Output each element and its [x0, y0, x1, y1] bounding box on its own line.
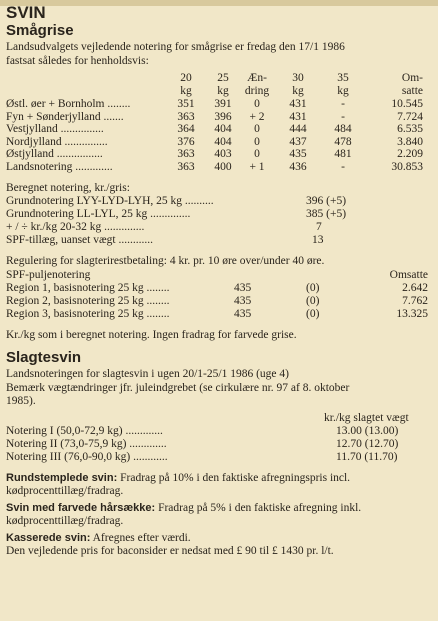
rundstemplede-line-2: kødprocenttillæg/fradrag. [6, 485, 124, 498]
region-change: (0) [306, 281, 320, 294]
cell-35kg: - [341, 98, 345, 110]
notering-label: Notering II (73,0-75,9 kg) ............. [6, 437, 167, 450]
notering-value: 13.00 (13.00) [336, 424, 399, 437]
region-omsatte: 2.642 [402, 281, 428, 294]
cell-25kg: 396 [214, 110, 232, 123]
cell-20kg: 363 [177, 160, 195, 173]
cell-25kg: 391 [214, 98, 232, 110]
smagrise-table [6, 72, 430, 174]
notering-header-row [6, 412, 430, 425]
cell-omsatte: 6.535 [397, 123, 423, 136]
region-omsatte: 13.325 [396, 307, 428, 320]
notering-row [6, 438, 430, 451]
slagtesvin-line-2: Bemærk vægtændringer jfr. juleindgrebet (se cirkulære nr. 97 af 8. oktober [6, 381, 350, 394]
cell-omsatte: 3.840 [397, 135, 423, 148]
region-price: 435 [234, 294, 252, 307]
cell-20kg: 364 [177, 123, 195, 136]
spf-header-row [6, 269, 430, 282]
region-label: Region 1, basisnotering 25 kg ........ [6, 281, 170, 294]
table-row [6, 136, 430, 149]
beregnet-label: + / ÷ kr./kg 20-32 kg .............. [6, 221, 145, 234]
farvede-grise-note: Kr./kg som i beregnet notering. Ingen fradrag for farvede grise. [6, 328, 297, 341]
region-change: (0) [306, 307, 320, 320]
beregnet-value: 385 (+5) [306, 208, 347, 221]
cell-25kg: 404 [214, 135, 232, 148]
cell-30kg: 444 [289, 123, 307, 136]
region-omsatte: 7.762 [402, 294, 428, 307]
cell-20kg: 363 [177, 148, 195, 161]
beregnet-label: SPF-tillæg, uanset vægt ............ [6, 234, 153, 247]
table-row [6, 111, 430, 124]
region-price: 435 [234, 307, 252, 320]
region-row [6, 282, 430, 295]
cell-25kg: 403 [214, 148, 232, 161]
row-name: Vestjylland ............... [6, 123, 104, 136]
kasserede-para [6, 532, 430, 546]
cell-aendring: + 2 [249, 110, 265, 123]
cell-omsatte: 30.853 [391, 160, 423, 173]
cell-30kg: 437 [289, 135, 307, 148]
beregnet-row [6, 221, 430, 234]
table-row [6, 148, 430, 161]
header-20kg: 20 kg [180, 72, 192, 97]
cell-20kg: 351 [177, 98, 195, 110]
cell-25kg: 404 [214, 123, 232, 136]
region-change: (0) [306, 294, 320, 307]
cell-30kg: 431 [289, 110, 307, 123]
kasserede-text: Afregnes efter værdi. [90, 531, 191, 544]
kasserede-label: Kasserede svin: [6, 531, 91, 544]
regulering-text: Regulering for slagterirestbetaling: 4 kr. pr. 10 øre over/under 40 øre. [6, 255, 325, 268]
farvede-para [6, 502, 430, 516]
region-price: 435 [234, 281, 252, 294]
beregnet-row [6, 208, 430, 221]
cell-omsatte: 7.724 [397, 110, 423, 123]
beregnet-value: 7 [316, 221, 322, 234]
header-aendring: Æn- dring [244, 72, 270, 97]
article-body [6, 4, 430, 559]
region-label: Region 2, basisnotering 25 kg ........ [6, 294, 170, 307]
slagtesvin-line-3: 1985). [6, 395, 36, 408]
notering-row [6, 451, 430, 464]
notering-label: Notering I (50,0-72,9 kg) ............. [6, 424, 163, 437]
spf-omsatte-header: Omsatte [389, 268, 428, 281]
cell-20kg: 376 [177, 135, 195, 148]
header-35kg: 35 kg [337, 72, 349, 97]
section-title-svin: SVIN [6, 3, 46, 22]
row-name: Østl. øer + Bornholm ........ [6, 98, 131, 110]
cell-30kg: 436 [289, 160, 307, 173]
row-name: Nordjylland ............... [6, 135, 108, 148]
cell-35kg: - [341, 110, 345, 123]
cell-aendring: + 1 [249, 160, 265, 173]
farvede-label: Svin med farvede hårsække: [6, 501, 156, 514]
cell-35kg: 484 [334, 123, 352, 136]
notering-label: Notering III (76,0-90,0 kg) ............ [6, 450, 168, 463]
cell-30kg: 435 [289, 148, 307, 161]
cell-25kg: 400 [214, 160, 232, 173]
notering-col-header: kr./kg slagtet vægt [324, 411, 409, 424]
cell-20kg: 363 [177, 110, 195, 123]
beregnet-row [6, 234, 430, 247]
region-row [6, 308, 430, 321]
subtitle-smagrise: Smågrise [6, 22, 74, 39]
rundstemplede-para [6, 472, 430, 486]
cell-35kg: 481 [334, 148, 352, 161]
notering-row [6, 425, 430, 438]
beregnet-title: Beregnet notering, kr./gris: [6, 181, 130, 194]
beregnet-value: 396 (+5) [306, 195, 347, 208]
row-name: Fyn + Sønderjylland ....... [6, 110, 124, 123]
cell-aendring: 0 [254, 98, 260, 110]
beregnet-label: Grundnotering LL-LYL, 25 kg .............. [6, 208, 191, 221]
beregnet-row [6, 195, 430, 208]
beregnet-value: 13 [312, 234, 324, 247]
cell-omsatte: 10.545 [391, 98, 423, 110]
rundstemplede-label: Rundstemplede svin: [6, 471, 118, 484]
cell-aendring: 0 [254, 123, 260, 136]
farvede-text: Fradrag på 5% i den faktiske afregning inkl. [155, 501, 362, 514]
notering-value: 12.70 (12.70) [336, 437, 399, 450]
farvede-line-2: kødprocenttillæg/fradrag. [6, 515, 124, 528]
row-name: Østjylland ................ [6, 148, 103, 161]
cell-35kg: - [341, 160, 345, 173]
cell-omsatte: 2.209 [397, 148, 423, 161]
header-omsatte: Om- satte [401, 72, 423, 97]
slagtesvin-line-1: Landsnoteringen for slagtesvin i ugen 20/1-25/1 1986 (uge 4) [6, 368, 289, 381]
cell-35kg: 478 [334, 135, 352, 148]
table-header [6, 72, 430, 98]
region-row [6, 295, 430, 308]
spf-title: SPF-puljenotering [6, 268, 91, 281]
table-row [6, 123, 430, 136]
header-30kg: 30 kg [292, 72, 304, 97]
baconsider-line: Den vejledende pris for baconsider er nedsat med £ 90 til £ 1430 pr. l/t. [6, 545, 334, 558]
intro-line-1: Landsudvalgets vejledende notering for smågrise er fredag den 17/1 1986 [6, 41, 345, 53]
notering-value: 11.70 (11.70) [336, 450, 398, 463]
table-row [6, 98, 430, 111]
cell-30kg: 431 [289, 98, 307, 110]
cell-aendring: 0 [254, 135, 260, 148]
intro-line-2: fastsat således for henholdsvis: [6, 54, 149, 67]
beregnet-label: Grundnotering LYY-LYD-LYH, 25 kg .......... [6, 195, 214, 208]
header-25kg: 25 kg [217, 72, 229, 97]
row-name: Landsnotering ............. [6, 160, 113, 173]
table-row [6, 161, 430, 174]
cell-aendring: 0 [254, 148, 260, 161]
section-title-slagtesvin: Slagtesvin [6, 349, 82, 367]
region-label: Region 3, basisnotering 25 kg ........ [6, 307, 170, 320]
rundstemplede-text: Fradrag på 10% i den faktiske afregningspris incl. [117, 471, 351, 484]
